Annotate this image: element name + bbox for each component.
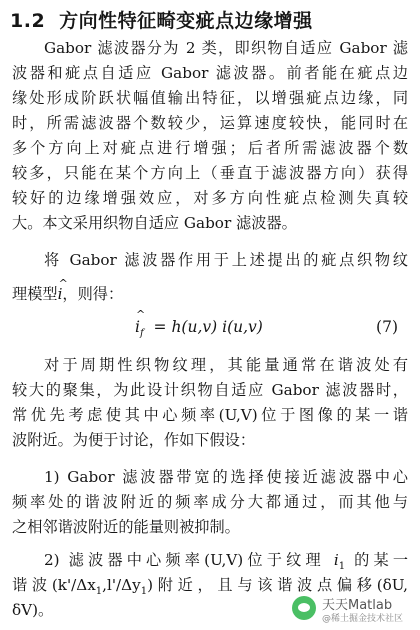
equation-number: (7): [376, 318, 398, 336]
paragraph-line: 频率处的谐波附近的频率成分大都通过，而其他与: [12, 493, 408, 511]
equation-lhs-sub: f: [139, 328, 144, 340]
paragraph-line: 较多，只能在某个方向上（垂直于滤波器方向）获得: [12, 164, 408, 182]
paragraph-line: 时，所需滤波器个数较少，运算速度较快，能同时在: [12, 114, 408, 132]
paragraph-line: 较大的聚集，为此设计织物自适应 Gabor 滤波器时，: [12, 381, 408, 399]
paragraph-line: 将 Gabor 滤波器作用于上述提出的疵点织物纹: [44, 251, 408, 269]
paragraph-line: 对于周期性织物纹理，其能量通常在谐波处有: [44, 356, 408, 374]
paragraph-line: 2) 滤波器中心频率(U,V)位于纹理 $i_1$ 的某一: [44, 551, 409, 573]
paragraph-line: 1) Gabor 滤波器带宽的选择使接近滤波器中心: [44, 468, 408, 486]
paragraph-line: 理模型^ i，则得：: [12, 284, 408, 304]
paragraph-line: 大。本文采用织物自适应 Gabor 滤波器。: [12, 214, 297, 232]
paragraph-line: 波器和疵点自适应 Gabor 滤波器。前者能在疵点边: [12, 64, 408, 82]
paragraph-line: δV)。: [12, 601, 54, 619]
paragraph-line: 之相邻谐波附近的能量则被抑制。: [12, 518, 240, 536]
paragraph-line: 谐波$(k'/\Delta x_1,l'/\Delta y_1)$附近，且与该谐波点偏移(δU,: [12, 576, 408, 598]
wechat-icon: [292, 596, 316, 620]
paragraph-line: 较好的边缘增强效应，对多方向性疵点检测失真较: [12, 189, 408, 207]
paragraph-line: 多个方向上对疵点进行增强；后者所需滤波器个数: [12, 139, 408, 157]
section-number: 1.2: [10, 10, 46, 32]
paragraph-line: 常优先考虑使其中心频率(U,V)位于图像的某一谐: [12, 406, 408, 424]
section-heading: [10, 6, 313, 33]
watermark-title: 天天Matlab: [322, 598, 393, 613]
paragraph-line: 波附近。为便于讨论，作如下假设：: [12, 431, 255, 449]
equation-formula: [135, 318, 263, 339]
equation-lhs: ^ i: [135, 318, 140, 336]
watermark: [292, 594, 412, 624]
section-title: 方向性特征畸变疵点边缘增强: [59, 10, 313, 32]
texture-variable: i: [333, 551, 339, 569]
watermark-subtitle: @稀土掘金技术社区: [322, 614, 404, 624]
equation-rhs: = h(u,v) i(u,v): [153, 318, 263, 336]
model-variable: ^ i: [58, 284, 63, 304]
paragraph-line: Gabor 滤波器分为 2 类，即织物自适应 Gabor 滤: [44, 39, 408, 57]
paragraph-line: 缘处形成阶跃状幅值输出特征，以增强疵点边缘，同: [12, 89, 408, 107]
